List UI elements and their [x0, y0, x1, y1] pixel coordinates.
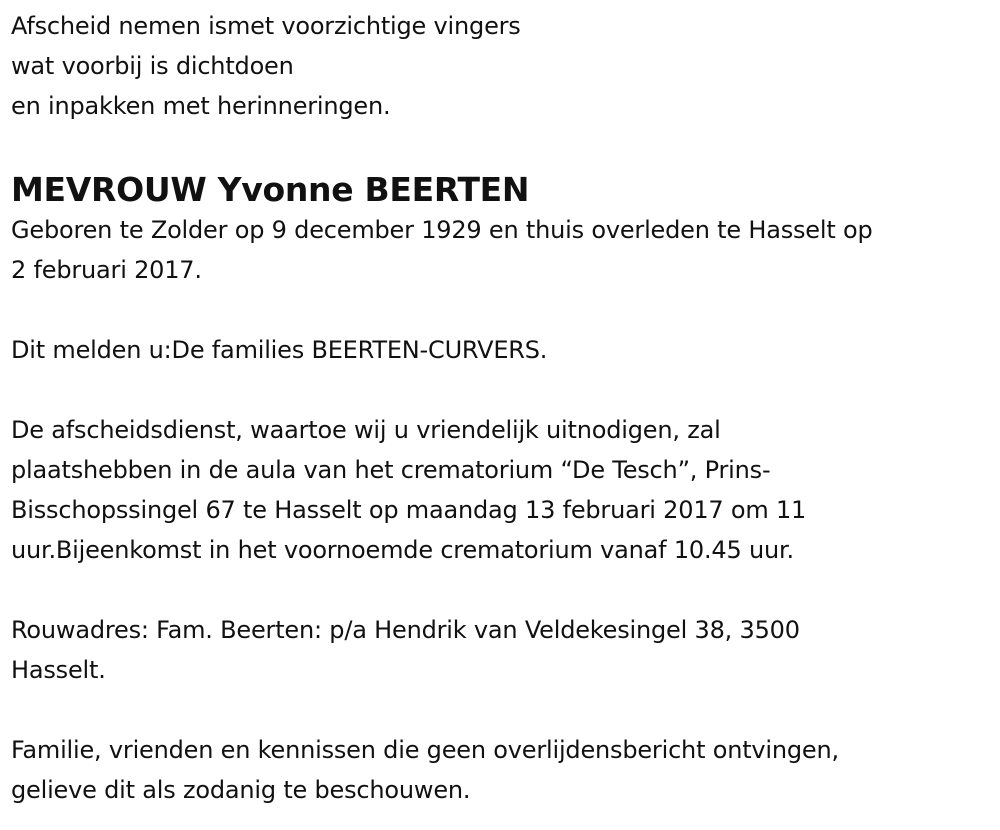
birth-death-paragraph [11, 210, 991, 290]
closing-paragraph [11, 730, 991, 810]
deceased-name: MEVROUW Yvonne BEERTEN [11, 170, 530, 209]
text-line: 2 februari 2017. [11, 256, 202, 284]
text-line: Dit melden u:De families BEERTEN-CURVERS. [11, 336, 548, 364]
text-line: gelieve dit als zodanig te beschouwen. [11, 776, 471, 804]
text-line: plaatshebben in de aula van het crematorium “De Tesch”, Prins- [11, 456, 771, 484]
poem-line: en inpakken met herinneringen. [11, 92, 391, 120]
text-line: Geboren te Zolder op 9 december 1929 en thuis overleden te Hasselt op [11, 216, 873, 244]
text-line: Familie, vrienden en kennissen die geen overlijdensbericht ontvingen, [11, 736, 839, 764]
poem [11, 6, 991, 126]
poem-line: Afscheid nemen ismet voorzichtige vingers [11, 12, 521, 40]
text-line: Bisschopssingel 67 te Hasselt op maandag 13 februari 2017 om 11 [11, 496, 807, 524]
ceremony-paragraph [11, 410, 991, 570]
announced-by-paragraph [11, 330, 991, 370]
text-line: De afscheidsdienst, waartoe wij u vriendelijk uitnodigen, zal [11, 416, 721, 444]
poem-line: wat voorbij is dichtdoen [11, 52, 294, 80]
text-line: Hasselt. [11, 656, 106, 684]
obituary-notice [11, 6, 991, 810]
text-line: uur.Bijeenkomst in het voornoemde crematorium vanaf 10.45 uur. [11, 536, 794, 564]
text-line: Rouwadres: Fam. Beerten: p/a Hendrik van Veldekesingel 38, 3500 [11, 616, 800, 644]
address-paragraph [11, 610, 991, 690]
